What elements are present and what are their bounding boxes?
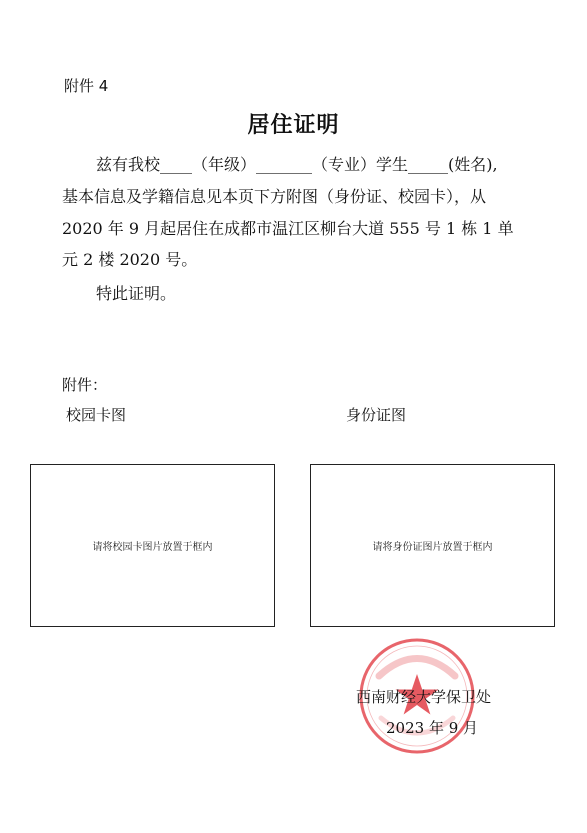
id-card-photo-box (310, 464, 555, 627)
document-title: 居住证明 (247, 112, 340, 138)
body-line-2: 基本信息及学籍信息见本页下方附图（身份证、校园卡），从 (62, 187, 487, 206)
body-line-4: 元 2 楼 2020 号。 (62, 250, 198, 269)
body-line-1: 兹有我校____（年级）_______（专业）学生_____(姓名), (96, 155, 498, 174)
attachment-label: 附件 4 (64, 77, 109, 95)
closing-line: 特此证明。 (96, 284, 177, 303)
campus-card-caption: 校园卡图 (66, 406, 127, 424)
appendix-label: 附件： (62, 376, 108, 394)
issuer-name: 西南财经大学保卫处 (356, 688, 492, 706)
issue-date: 2023 年 9 月 (386, 719, 479, 737)
id-card-box-text: 请将身份证图片放置于框内 (372, 542, 493, 553)
campus-card-box-text: 请将校园卡图片放置于框内 (92, 542, 213, 553)
id-card-caption: 身份证图 (346, 406, 407, 424)
campus-card-photo-box (30, 464, 275, 627)
body-line-3: 2020 年 9 月起居住在成都市温江区柳台大道 555 号 1 栋 1 单 (62, 219, 514, 238)
